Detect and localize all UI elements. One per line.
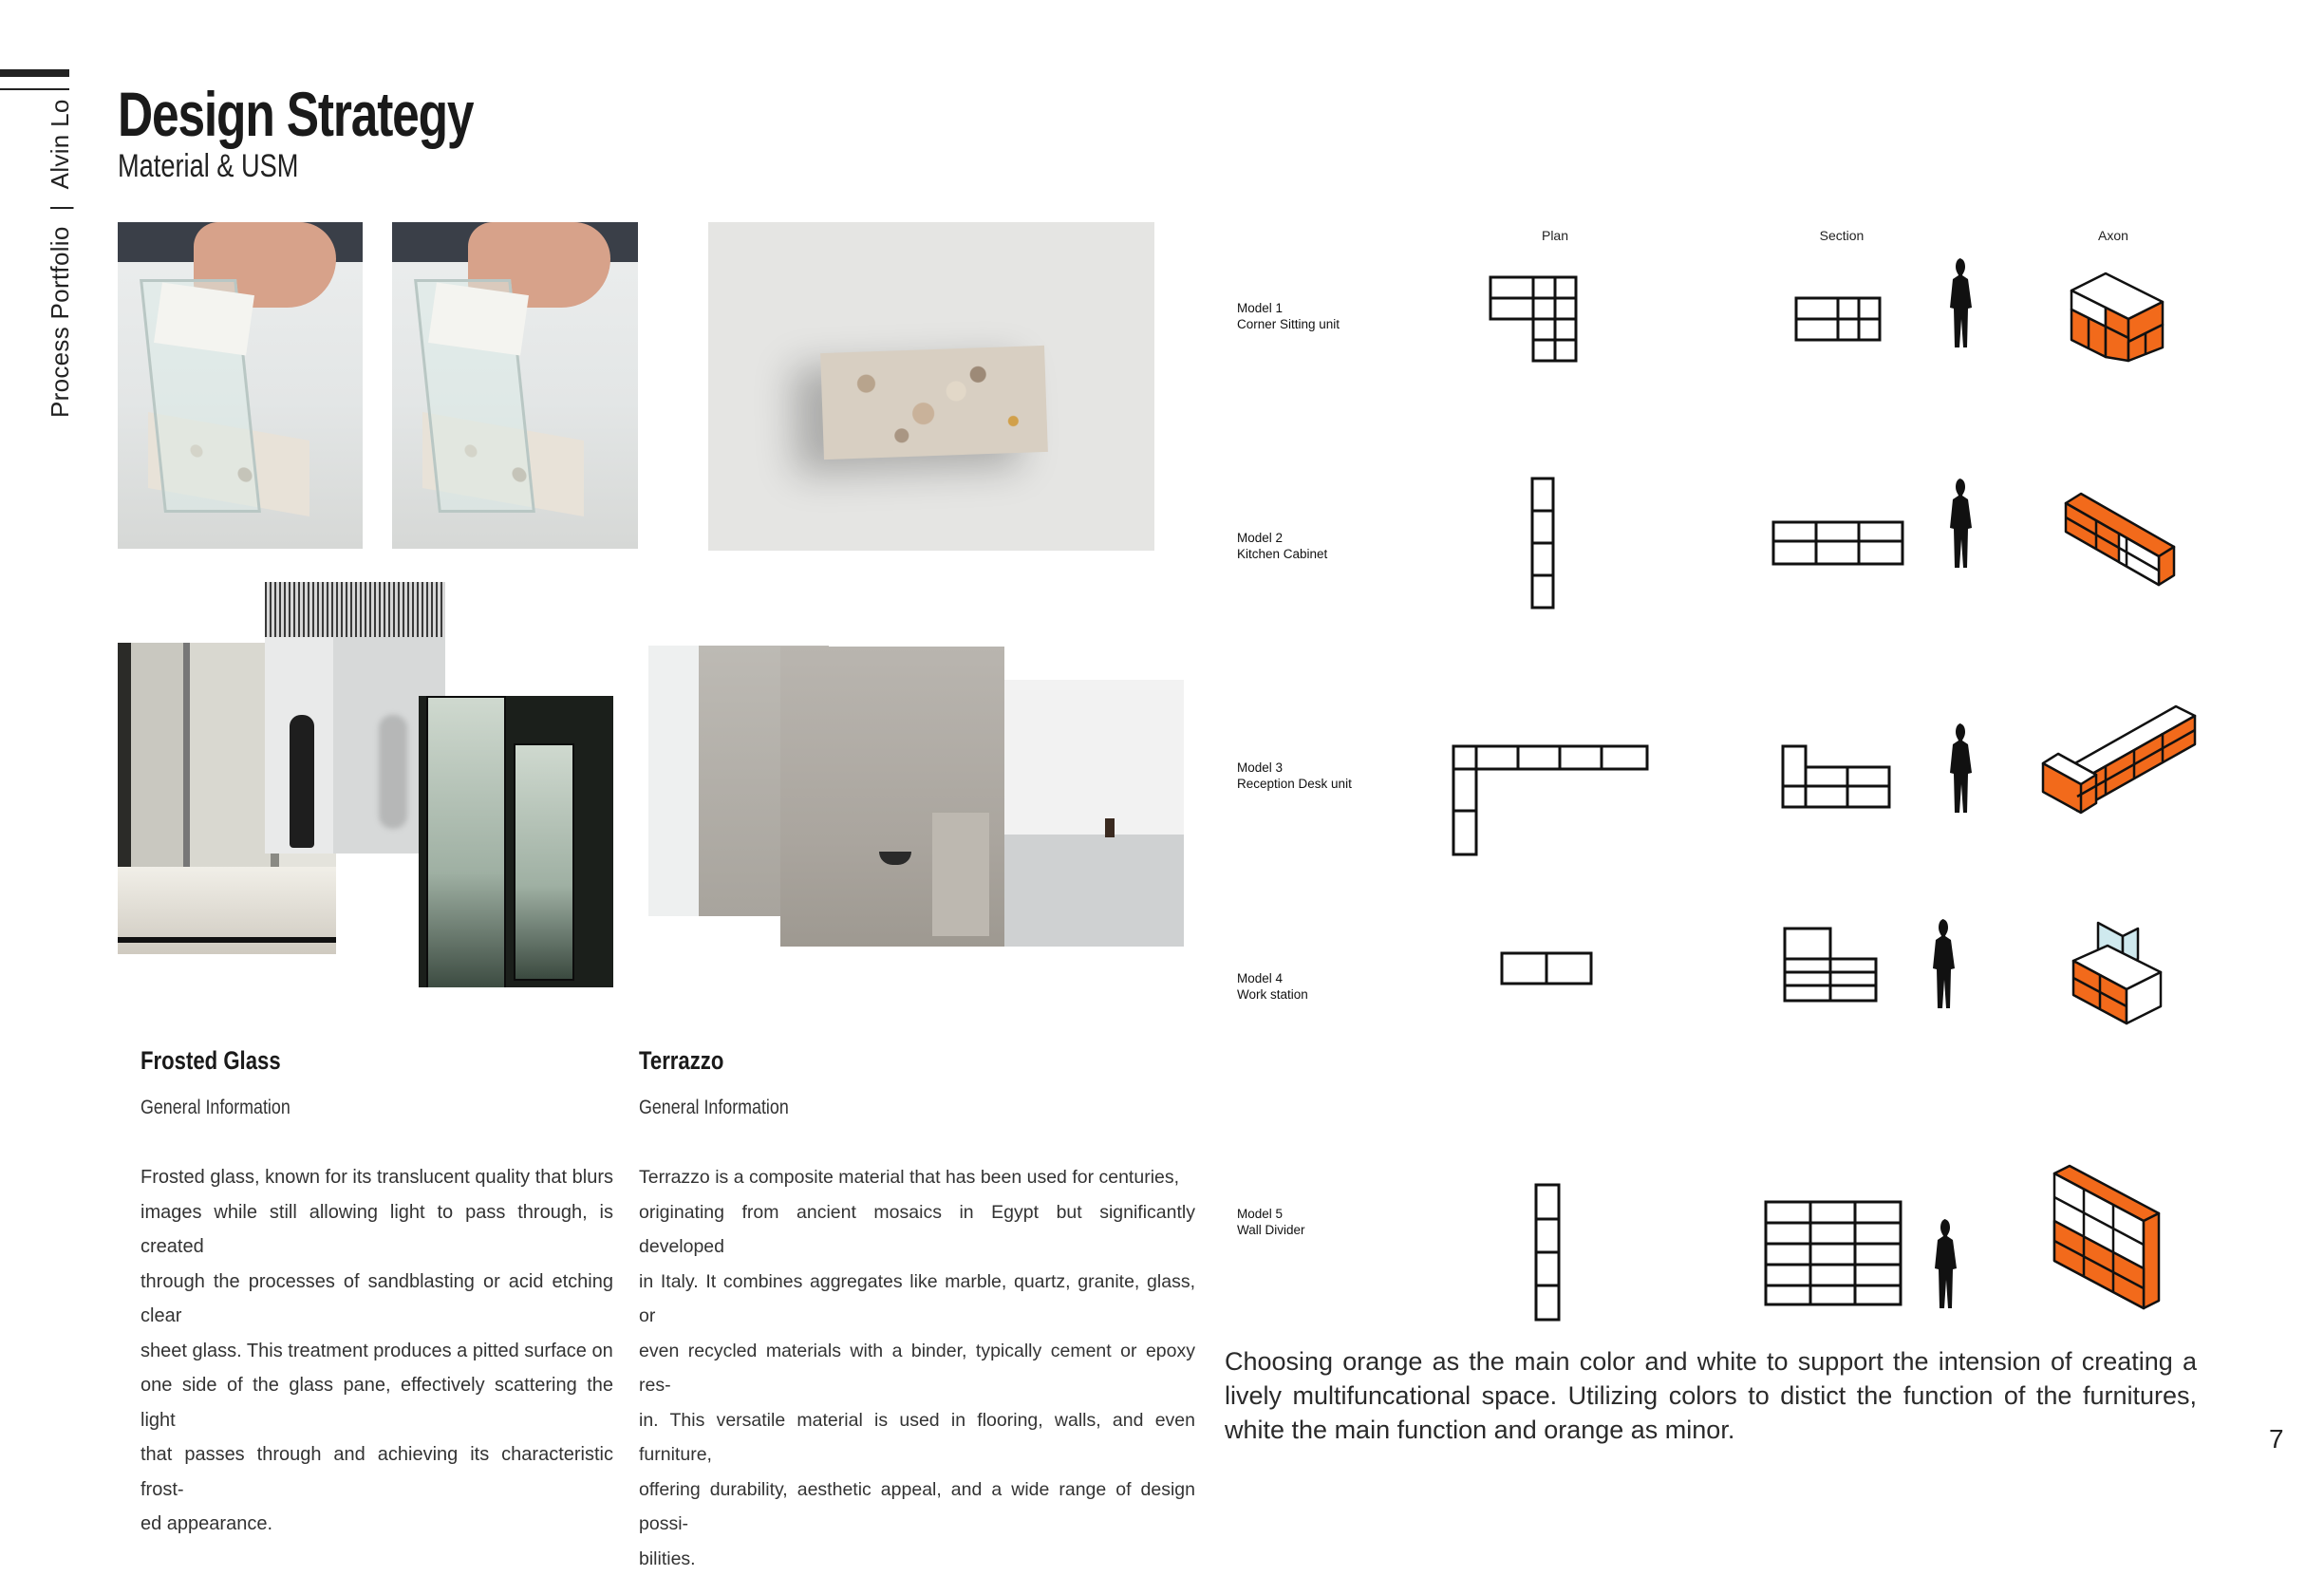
- column-header-axon: Axon: [2056, 228, 2170, 243]
- model-2-axon-drawing: [2062, 486, 2178, 592]
- terrazzo-subheading: General Information: [639, 1097, 789, 1119]
- model-4-section-drawing: [1783, 927, 1878, 1004]
- paragraph-line: one side of the glass pane, effectively scattering the light: [141, 1368, 613, 1437]
- human-scale-silhouette-3: [1942, 722, 1975, 813]
- paragraph-line: even recycled materials with a binder, typically cement or epoxy res-: [639, 1334, 1195, 1403]
- spine-bar-thick: [0, 69, 69, 77]
- paragraph-line: offering durability, aesthetic appeal, and a wide range of design possi-: [639, 1473, 1195, 1542]
- paragraph-line: through the processes of sandblasting or acid etching clear: [141, 1265, 613, 1334]
- model-name: Corner Sitting unit: [1237, 316, 1340, 332]
- page-title: Design Strategy: [118, 78, 473, 150]
- paragraph-line: in. This versatile material is used in flooring, walls, and even furniture,: [639, 1403, 1195, 1473]
- model-5-plan-drawing: [1534, 1183, 1561, 1322]
- model-label-3: [1237, 760, 1352, 792]
- spine-portfolio-text: Process Portfolio: [46, 226, 74, 418]
- model-name: Reception Desk unit: [1237, 776, 1352, 792]
- model-2-plan-drawing: [1530, 477, 1555, 610]
- model-3-plan-drawing: [1452, 744, 1651, 856]
- frosted-glass-heading: Frosted Glass: [141, 1046, 281, 1076]
- human-scale-silhouette-1: [1942, 256, 1975, 347]
- paragraph-line: sheet glass. This treatment produces a pitted surface on: [141, 1334, 613, 1369]
- paragraph-line: in Italy. It combines aggregates like marble, quartz, granite, glass, or: [639, 1265, 1195, 1334]
- frosted-glass-interior-photo-3: [419, 696, 613, 987]
- spine-author-text: Alvin Lo: [46, 99, 74, 189]
- model-3-axon-drawing: [2039, 687, 2199, 822]
- terrazzo-paragraph: [639, 1160, 1195, 1576]
- terrazzo-bathroom-photo-2: [780, 647, 1004, 947]
- paragraph-line: bilities.: [639, 1542, 1195, 1576]
- model-name: Wall Divider: [1237, 1222, 1305, 1238]
- human-scale-silhouette-4: [1925, 917, 1958, 1008]
- paragraph-line: Terrazzo is a composite material that has been used for centuries,: [639, 1160, 1195, 1195]
- column-header-section: Section: [1785, 228, 1899, 243]
- model-id: Model 2: [1237, 530, 1327, 546]
- model-label-4: [1237, 970, 1308, 1003]
- model-id: Model 5: [1237, 1206, 1305, 1222]
- model-4-plan-drawing: [1500, 951, 1593, 985]
- model-name: Kitchen Cabinet: [1237, 546, 1327, 562]
- model-2-section-drawing: [1771, 520, 1904, 566]
- model-5-axon-drawing: [2051, 1164, 2163, 1312]
- model-id: Model 4: [1237, 970, 1308, 986]
- paragraph-line: images while still allowing light to pass through, is created: [141, 1195, 613, 1265]
- model-label-2: [1237, 530, 1327, 562]
- column-header-plan: Plan: [1498, 228, 1612, 243]
- paragraph-line: that passes through and achieving its characteristic frost-: [141, 1437, 613, 1507]
- human-scale-silhouette-5: [1927, 1217, 1959, 1308]
- color-strategy-caption: Choosing orange as the main color and white to support the intension of creating a lively multifuncational space. Utilizing colors to distict the function of the furnitures, white the main function and orange as minor.: [1225, 1344, 2197, 1447]
- model-1-plan-drawing: [1489, 275, 1580, 363]
- paragraph-line: Frosted glass, known for its translucent quality that blurs: [141, 1160, 613, 1195]
- human-scale-silhouette-2: [1942, 477, 1975, 568]
- frosted-glass-photo-1: [118, 222, 363, 549]
- model-1-axon-drawing: [2068, 264, 2165, 365]
- page-subtitle: Material & USM: [118, 148, 298, 185]
- spine-separator: |: [46, 204, 74, 211]
- page-number: 7: [2269, 1424, 2284, 1454]
- model-label-1: [1237, 300, 1340, 332]
- model-name: Work station: [1237, 986, 1308, 1003]
- model-id: Model 1: [1237, 300, 1340, 316]
- model-1-section-drawing: [1794, 296, 1882, 342]
- model-label-5: [1237, 1206, 1305, 1238]
- terrazzo-bathroom-photo-3: [1004, 680, 1184, 947]
- model-3-section-drawing: [1781, 744, 1893, 811]
- spine-bar-thin: [0, 88, 69, 90]
- terrazzo-heading: Terrazzo: [639, 1046, 723, 1076]
- model-5-section-drawing: [1764, 1200, 1902, 1306]
- frosted-glass-paragraph: [141, 1160, 613, 1542]
- model-4-axon-drawing: [2070, 917, 2165, 1029]
- portfolio-spine-label: [46, 99, 75, 418]
- terrazzo-sample-photo: [708, 222, 1154, 551]
- paragraph-line: originating from ancient mosaics in Egypt but significantly developed: [639, 1195, 1195, 1265]
- frosted-glass-subheading: General Information: [141, 1097, 290, 1119]
- frosted-glass-photo-2: [392, 222, 638, 549]
- model-id: Model 3: [1237, 760, 1352, 776]
- paragraph-line: ed appearance.: [141, 1507, 613, 1542]
